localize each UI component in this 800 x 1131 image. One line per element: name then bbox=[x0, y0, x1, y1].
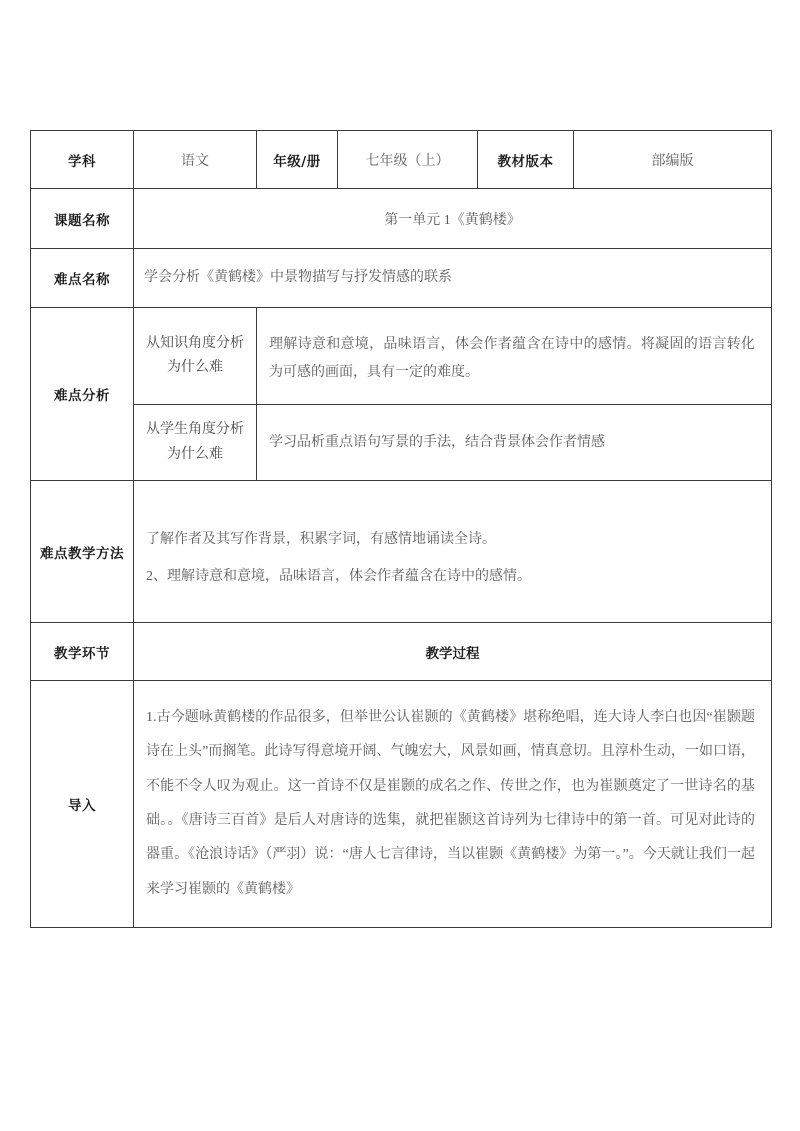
cell-value-student-angle: 学习品析重点语句写景的手法，结合背景体会作者情感 bbox=[257, 405, 772, 481]
cell-label-topic: 课题名称 bbox=[31, 189, 134, 249]
table-row-difficulty-analysis-student bbox=[31, 405, 772, 481]
cell-value-textbook: 部编版 bbox=[574, 131, 772, 189]
cell-value-intro: 1.古今题咏黄鹤楼的作品很多，但举世公认崔颢的《黄鹤楼》堪称绝唱，连大诗人李白也因“崔颢题诗在上头”而搁笔。此诗写得意境开阔、气魄宏大，风景如画，情真意切。且淳朴生动，一如口语，不能不令人叹为观止。这一首诗不仅是崔颢的成名之作、传世之作，也为崔颢奠定了一世诗名的基础。。《唐诗三百首》是后人对唐诗的选集，就把崔颢这首诗列为七律诗中的第一首。可见对此诗的器重。《沧浪诗话》（严羽）说：“唐人七言律诗，当以崔颢《黄鹤楼》为第一。”。今天就让我们一起来学习崔颢的《黄鹤楼》 bbox=[134, 681, 772, 928]
cell-label-difficulty-name: 难点名称 bbox=[31, 249, 134, 308]
sublabel-knowledge-line2: 为什么难 bbox=[167, 360, 223, 375]
cell-label-textbook: 教材版本 bbox=[478, 131, 574, 189]
cell-value-topic: 第一单元 1《黄鹤楼》 bbox=[134, 189, 772, 249]
cell-label-process-stage: 教学环节 bbox=[31, 623, 134, 681]
table-row-teaching-method bbox=[31, 481, 772, 623]
table-row-process-header bbox=[31, 623, 772, 681]
cell-value-knowledge-angle: 理解诗意和意境，品味语言，体会作者蕴含在诗中的感情。将凝固的语言转化为可感的画面，具有一定的难度。 bbox=[257, 308, 772, 405]
cell-label-teaching-method: 难点教学方法 bbox=[31, 481, 134, 623]
sublabel-student-line2: 为什么难 bbox=[167, 446, 223, 462]
cell-sublabel-knowledge-angle bbox=[134, 308, 257, 405]
teaching-method-line-1: 了解作者及其写作背景，积累字词，有感情地诵读全诗。 bbox=[146, 532, 496, 548]
cell-label-difficulty-analysis: 难点分析 bbox=[31, 308, 134, 481]
lesson-plan-table bbox=[30, 130, 772, 928]
table-row-difficulty-analysis-knowledge bbox=[31, 308, 772, 405]
cell-value-grade: 七年级（上） bbox=[338, 131, 478, 189]
cell-label-intro: 导入 bbox=[31, 681, 134, 928]
sublabel-knowledge-line1: 从知识角度分析 bbox=[146, 335, 244, 351]
cell-label-subject: 学科 bbox=[31, 131, 134, 189]
teaching-method-line-2: 2、理解诗意和意境，品味语言，体会作者蕴含在诗中的感情。 bbox=[146, 568, 531, 584]
table-row-subject bbox=[31, 131, 772, 189]
cell-value-subject: 语文 bbox=[134, 131, 257, 189]
table-row-intro bbox=[31, 681, 772, 928]
table-row-difficulty-name bbox=[31, 249, 772, 308]
cell-sublabel-student-angle bbox=[134, 405, 257, 481]
cell-label-process-title: 教学过程 bbox=[134, 623, 772, 681]
sublabel-student-line1: 从学生角度分析 bbox=[146, 422, 244, 437]
cell-value-difficulty-name: 学会分析《黄鹤楼》中景物描写与抒发情感的联系 bbox=[134, 249, 772, 308]
table-row-topic bbox=[31, 189, 772, 249]
cell-label-grade: 年级/册 bbox=[257, 131, 338, 189]
cell-value-teaching-method bbox=[134, 481, 772, 623]
